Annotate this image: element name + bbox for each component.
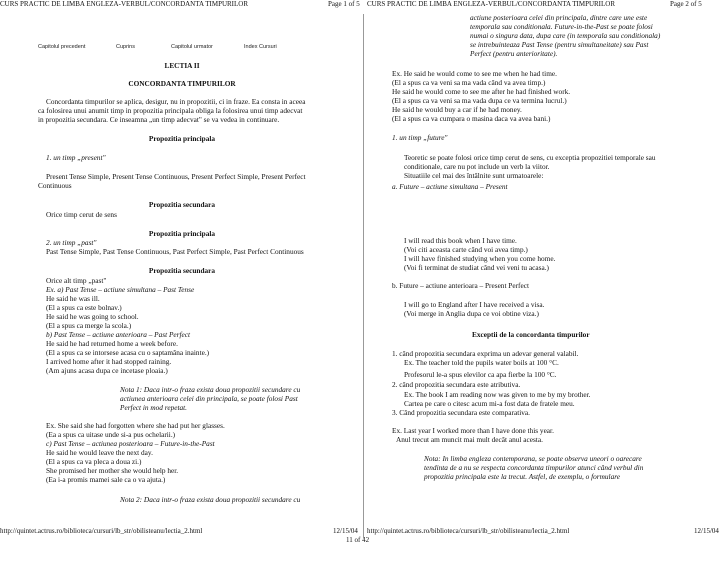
text-line: Profesorul le-a spus elevilor ca apa fierbe la 100 °C. xyxy=(404,370,557,379)
text-line: I will have finished studying when you come home. xyxy=(404,254,556,263)
text-line: (Voi merge in Anglia dupa ce voi obtine viza.) xyxy=(404,309,539,318)
note-line: Perfect in mod repetat. xyxy=(120,403,188,412)
text-line: (Am ajuns acasa dupa ce incetase ploaia.) xyxy=(46,366,168,375)
subheading: Exceptii de la concordanta timpurilor xyxy=(472,330,590,339)
text-line: Orice timp cerut de sens xyxy=(46,210,117,219)
page-counter: 11 of 42 xyxy=(346,536,370,544)
text-line: I will go to England after I have received a visa. xyxy=(404,300,545,309)
text-line: He said he would buy a car if he had money. xyxy=(392,105,522,114)
text-line: She promised her mother she would help her. xyxy=(46,466,179,475)
page-header-number: Page 2 of 5 xyxy=(670,0,702,8)
text-line: (Voi fi terminat de studiat când vei veni tu acasa.) xyxy=(404,263,549,272)
right-page xyxy=(364,0,728,563)
text-line: Cartea pe care o citesc acum mi-a fost data de fratele meu. xyxy=(404,399,575,408)
text-line: (El a spus ca va pleca a doua zi.) xyxy=(46,457,142,466)
note-line: propozitia principala este la trecut. Astfel, de exemplu, o formulare xyxy=(424,472,621,481)
note-line: numai o singura data, dupa care (in temporala sau conditionala) xyxy=(470,31,661,40)
lesson-title: LECTIA II xyxy=(164,61,200,70)
text-line: b) Past Tense – actiune anterioara – Past Perfect xyxy=(46,330,191,339)
text-line: (El a spus ca se intorsese acasa cu o saptamâna inainte.) xyxy=(46,348,210,357)
note-line: Nota: In limba engleza contemporana, se poate observa uneori o oarecare xyxy=(424,454,642,463)
text-line: (Voi citi aceasta carte când voi avea timp.) xyxy=(404,245,528,254)
subheading: Propozitia principala xyxy=(148,134,216,143)
text-line: I arrived home after it had stopped raining. xyxy=(46,357,172,366)
text-line: Teoretic se poate folosi orice timp cerut de sens, cu exceptia propozitiei temporale sau xyxy=(404,153,656,162)
note-line: se intrebuinteaza Past Tense (pentru simultaneitate) sau Past xyxy=(470,40,649,49)
section-title: CONCORDANTA TIMPURILOR xyxy=(128,79,236,88)
nav-link-next-chapter[interactable]: Capitolul urmator xyxy=(171,44,213,50)
text-line: Ex. She said she had forgotten where she had put her glasses. xyxy=(46,421,225,430)
subheading: Propozitia secundara xyxy=(148,266,216,275)
text-line: Continuous xyxy=(38,181,72,190)
nav-link-previous-chapter[interactable]: Capitolul precedent xyxy=(38,44,86,50)
text-line: 2. când propozitia secundara este atributiva. xyxy=(392,380,521,389)
text-line: Situatiile cel mai des întâlnite sunt urmatoarele: xyxy=(404,171,544,180)
subheading: Propozitia principala xyxy=(148,229,216,238)
text-line: b. Future – actiune anterioara – Present Perfect xyxy=(392,281,529,290)
footer-date: 12/15/04 xyxy=(694,527,719,535)
note-line: temporala sau conditionala. Future-in-the-Past se poate folosi xyxy=(470,22,653,31)
note-line: actiunea anterioara celei din principala, se poate folosi Past xyxy=(120,394,298,403)
footer-url[interactable]: http://quintet.actrus.ro/biblioteca/cursuri/lb_str/obilisteanu/lectia_2.html xyxy=(0,527,203,535)
text-line: (El a spus ca este bolnav.) xyxy=(46,303,122,312)
page-header-title: CURS PRACTIC DE LIMBA ENGLEZA-VERBUL/CONCORDANTA TIMPURILOR xyxy=(367,0,616,8)
text-line: Past Tense Simple, Past Tense Continuous, Past Perfect Simple, Past Perfect Continuous xyxy=(46,247,304,256)
footer-date: 12/15/04 xyxy=(333,527,358,535)
text-line: Ex. Last year I worked more than I have done this year. xyxy=(392,426,554,435)
note-line: Perfect (pentru anterioritate). xyxy=(470,49,558,58)
note-line: actiune posterioara celei din principala, dintre care une este xyxy=(470,13,648,22)
text-line: (El a spus ca va cumpara o masina daca va avea bani.) xyxy=(392,114,551,123)
text-line: c) Past Tense – actiunea posterioara – Future-in-the-Past xyxy=(46,439,215,448)
text-line: Anul trecut am muncit mai mult decât anul acesta. xyxy=(396,435,543,444)
text-line: 1. un timp „present" xyxy=(46,153,106,162)
text-line: 3. Când propozitia secundara este comparativa. xyxy=(392,408,530,417)
footer-url[interactable]: http://quintet.actrus.ro/biblioteca/cursuri/lb_str/obilisteanu/lectia_2.html xyxy=(367,527,570,535)
note-line: tendinta de a nu se respecta concordanta timpurilor atunci când verbul din xyxy=(424,463,644,472)
text-line: (El a spus ca va veni sa ma vada dupa ce va termina lucrul.) xyxy=(392,96,567,105)
text-line: 1. când propozitia secundara exprima un adevar general valabil. xyxy=(392,349,579,358)
text-line: Concordanta timpurilor se aplica, desigur, nu in propozitii, ci in fraze. Ea consta in aceea xyxy=(46,97,306,106)
text-line: Ex. He said he would come to see me when he had time. xyxy=(392,69,557,78)
text-line: (Ea i-a promis mamei sale ca o va ajuta.) xyxy=(46,475,166,484)
text-line: He said he was going to school. xyxy=(46,312,139,321)
note-line: Nota 1: Daca intr-o fraza exista doua propozitii secundare cu xyxy=(120,385,301,394)
text-line: (El a spus ca va veni sa ma vada când va avea timp.) xyxy=(392,78,546,87)
text-line: He said he had returned home a week before. xyxy=(46,339,178,348)
text-line: in propozitia secundara. Ce inseamna „un timp adecvat" se va vedea in continuare. xyxy=(38,115,280,124)
text-line: (El a spus ca merge la scola.) xyxy=(46,321,132,330)
text-line: ca folosirea unui anumit timp in propozitia principala obliga la folosirea unui timp adecvat xyxy=(38,106,303,115)
text-line: (Ea a spus ca uitase unde si-a pus ochelarii.) xyxy=(46,430,176,439)
text-line: a. Future – actiune simultana – Present xyxy=(392,182,508,191)
nav-link-contents[interactable]: Cuprins xyxy=(116,44,135,50)
text-line: Ex. The book I am reading now was given to me by my brother. xyxy=(404,390,591,399)
subheading: Propozitia secundara xyxy=(148,200,216,209)
page-header-title: CURS PRACTIC DE LIMBA ENGLEZA-VERBUL/CONCORDANTA TIMPURILOR xyxy=(0,0,249,8)
text-line: 2. un timp „past" xyxy=(46,238,97,247)
text-line: conditionale, care nu pot include un verb la viitor. xyxy=(404,162,550,171)
text-line: I will read this book when I have time. xyxy=(404,236,517,245)
text-line: Present Tense Simple, Present Tense Continuous, Present Perfect Simple, Present Perfect xyxy=(46,172,306,181)
text-line: 1. un timp „future" xyxy=(392,133,448,142)
nav-link-course-index[interactable]: Index Cursuri xyxy=(244,44,277,50)
note-line: Nota 2: Daca intr-o fraza exista doua propozitii secundare cu xyxy=(120,495,301,504)
text-line: He said he would leave the next day. xyxy=(46,448,153,457)
text-line: He said he was ill. xyxy=(46,294,100,303)
text-line: He said he would come to see me after he had finished work. xyxy=(392,87,571,96)
text-line: Ex. a) Past Tense – actiune simultana – Past Tense xyxy=(46,285,195,294)
page-header-number: Page 1 of 5 xyxy=(328,0,360,8)
text-line: Ex. The teacher told the pupils water boils at 100 °C. xyxy=(404,358,559,367)
text-line: Orice alt timp „past" xyxy=(46,276,107,285)
